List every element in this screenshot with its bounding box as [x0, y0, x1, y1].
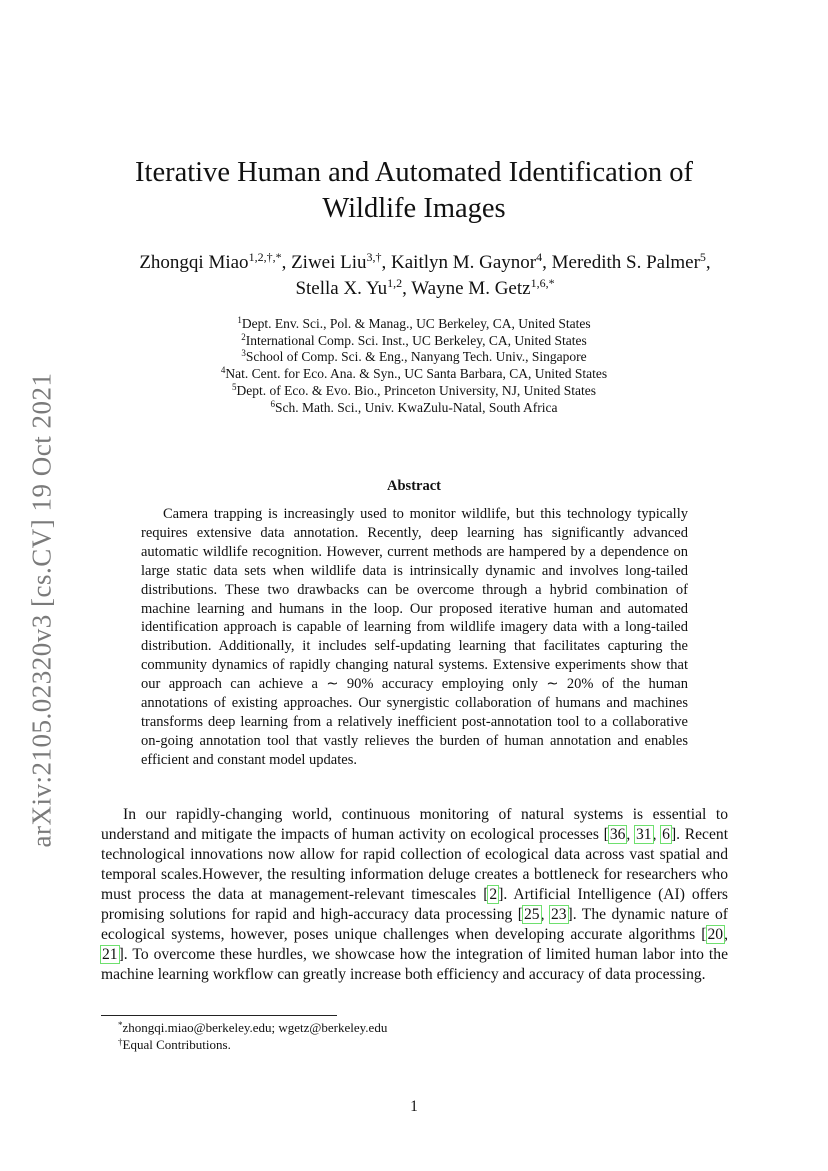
author-affiliation-marks: 1,2	[387, 276, 403, 290]
author-name: Zhongqi Miao	[139, 252, 249, 273]
author-affiliation-marks: 5	[699, 250, 706, 264]
affiliation-number: 4	[220, 365, 226, 376]
arxiv-identifier-stamp	[22, 370, 62, 850]
author-separator: ,	[381, 252, 392, 273]
author-name: Stella X. Yu	[295, 278, 388, 299]
footnotes	[101, 1019, 728, 1053]
author-affiliation-marks: 1,6,*	[530, 276, 555, 290]
affiliation-item	[150, 366, 678, 383]
footnote-mark: †	[118, 1037, 123, 1047]
author-separator: ,	[705, 252, 711, 273]
footnote-text: zhongqi.miao@berkeley.edu; wgetz@berkeley.edu	[122, 1020, 388, 1035]
arxiv-stamp-text: arXiv:2105.02320v3 [cs.CV] 19 Oct 2021	[26, 372, 57, 848]
footnote-text: Equal Contributions.	[122, 1037, 231, 1052]
intro-text: . Artificial Intelligence (AI) offers promising solutions for rapid and high-accuracy data processing	[101, 886, 729, 923]
intro-text: . The dynamic nature of ecological systems, however, poses unique challenges when developing accurate algorithms	[101, 906, 728, 943]
author-separator: ,	[542, 252, 552, 273]
page-number: 1	[410, 1098, 418, 1115]
author-affiliation-marks: 4	[536, 250, 543, 264]
author-line-1	[90, 250, 760, 276]
author-affiliation-marks: 1,2,†,*	[248, 250, 282, 264]
affiliation-text: Sch. Math. Sci., Univ. KwaZulu-Natal, South Africa	[274, 399, 558, 415]
author-affiliation-marks: 3,†	[366, 250, 382, 264]
affiliation-text: Dept. of Eco. & Evo. Bio., Princeton University, NJ, United States	[236, 382, 596, 398]
footnote-item	[101, 1019, 728, 1036]
citation-link[interactable]: 21	[102, 946, 118, 963]
title-line-2: Wildlife Images	[322, 193, 506, 224]
abstract-heading: Abstract	[387, 478, 441, 494]
affiliation-item	[150, 349, 678, 366]
citation-link[interactable]: 20	[707, 926, 724, 943]
citation-link[interactable]: 31	[635, 826, 652, 843]
title-line-1: Iterative Human and Automated Identification of	[135, 157, 693, 188]
affiliation-number: 3	[241, 348, 246, 359]
intro-text: . To overcome these hurdles, we showcase how the integration of limited human labor into the machine learning workflow can greatly increase both efficiency and accuracy of data processing.	[101, 946, 728, 983]
affiliation-item	[150, 400, 678, 417]
affiliation-number: 5	[232, 381, 237, 392]
affiliation-number: 2	[241, 331, 246, 342]
author-name: Meredith S. Palmer	[551, 252, 700, 273]
footnote-mark: *	[118, 1020, 123, 1030]
affiliation-item	[150, 316, 678, 333]
citation-link[interactable]: 25	[524, 906, 540, 923]
affiliation-item	[150, 333, 678, 350]
citation-link[interactable]: 23	[550, 906, 567, 923]
author-name: Wayne M. Getz	[411, 278, 531, 299]
author-separator: ,	[402, 278, 412, 299]
citation-link[interactable]: 36	[609, 826, 626, 843]
introduction-paragraph: In our rapidly-changing world, continuous monitoring of natural systems is essential to understand and mitigate the impacts of human activity on ecological processes [36, 31, 6]. Recent technological innovations now allow for rapid collection of ecological data across vast spatial and temporal scales.However, the resulting information deluge creates a bottleneck for researchers who must process the data at management-relevant timescales [2]. Artificial Intelligence (AI) offers promising solutions for rapid and high-accuracy data processing [25, 23]. The dynamic nature of ecological systems, however, poses unique challenges when developing accurate algorithms [20, 21]. To overcome these hurdles, we showcase how the integration of limited human labor into the machine learning workflow can greatly increase both efficiency and accuracy of data processing.	[101, 806, 729, 983]
citation-link[interactable]: 6	[662, 826, 670, 843]
affiliation-item	[150, 383, 678, 400]
author-name: Ziwei Liu	[291, 252, 367, 273]
footnote-item	[101, 1036, 728, 1053]
citation-link[interactable]: 2	[489, 886, 498, 903]
affiliation-number: 6	[270, 398, 275, 409]
footnote-divider	[101, 1015, 337, 1016]
intro-text: In our rapidly-changing world, continuous monitoring of natural systems is essential to understand and mitigate the impacts of human activity on ecological processes	[101, 806, 728, 843]
affiliation-text: School of Comp. Sci. & Eng., Nanyang Tech. Univ., Singapore	[245, 349, 587, 365]
author-name: Kaitlyn M. Gaynor	[391, 252, 537, 273]
author-list	[90, 250, 760, 302]
affiliation-text: Nat. Cent. for Eco. Ana. & Syn., UC Santa Barbara, CA, United States	[225, 366, 608, 382]
intro-text: . Recent technological innovations now allow for rapid collection of ecological data across vast spatial and temporal scales.However, the resulting information deluge creates a bottleneck for researchers who must process the data at management-relevant timescales	[101, 826, 729, 903]
author-separator: ,	[281, 252, 292, 273]
affiliation-text: Dept. Env. Sci., Pol. & Manag., UC Berkeley, CA, United States	[241, 316, 591, 331]
author-line-2	[90, 276, 760, 302]
affiliation-text: International Comp. Sci. Inst., UC Berkeley, CA, United States	[245, 332, 587, 348]
affiliation-list	[150, 316, 678, 416]
paper-title	[100, 155, 728, 227]
affiliation-number: 1	[237, 315, 242, 325]
abstract-body: Camera trapping is increasingly used to monitor wildlife, but this technology typically requires extensive data annotation. Recently, deep learning has significantly advanced automatic wildlife recognition. However, current methods are hampered by a dependence on large static data sets when wildlife data is intrinsically dynamic and involves long-tailed distributions. These two drawbacks can be overcome through a hybrid combination of machine learning and humans in the loop. Our proposed iterative human and automated identification approach is capable of learning from wildlife imagery data with a long-tailed distribution. Additionally, it includes self-updating learning that facilitates capturing the community dynamics of rapidly changing natural systems. Extensive experiments show that our approach can achieve a ∼ 90% accuracy employing only ∼ 20% of the human annotations of existing approaches. Our synergistic collaboration of humans and machines transforms deep learning from a relatively inefficient post-annotation tool to a collaborative on-going annotation tool that vastly relieves the burden of human annotation and enables efficient and constant model updates.	[141, 506, 688, 768]
